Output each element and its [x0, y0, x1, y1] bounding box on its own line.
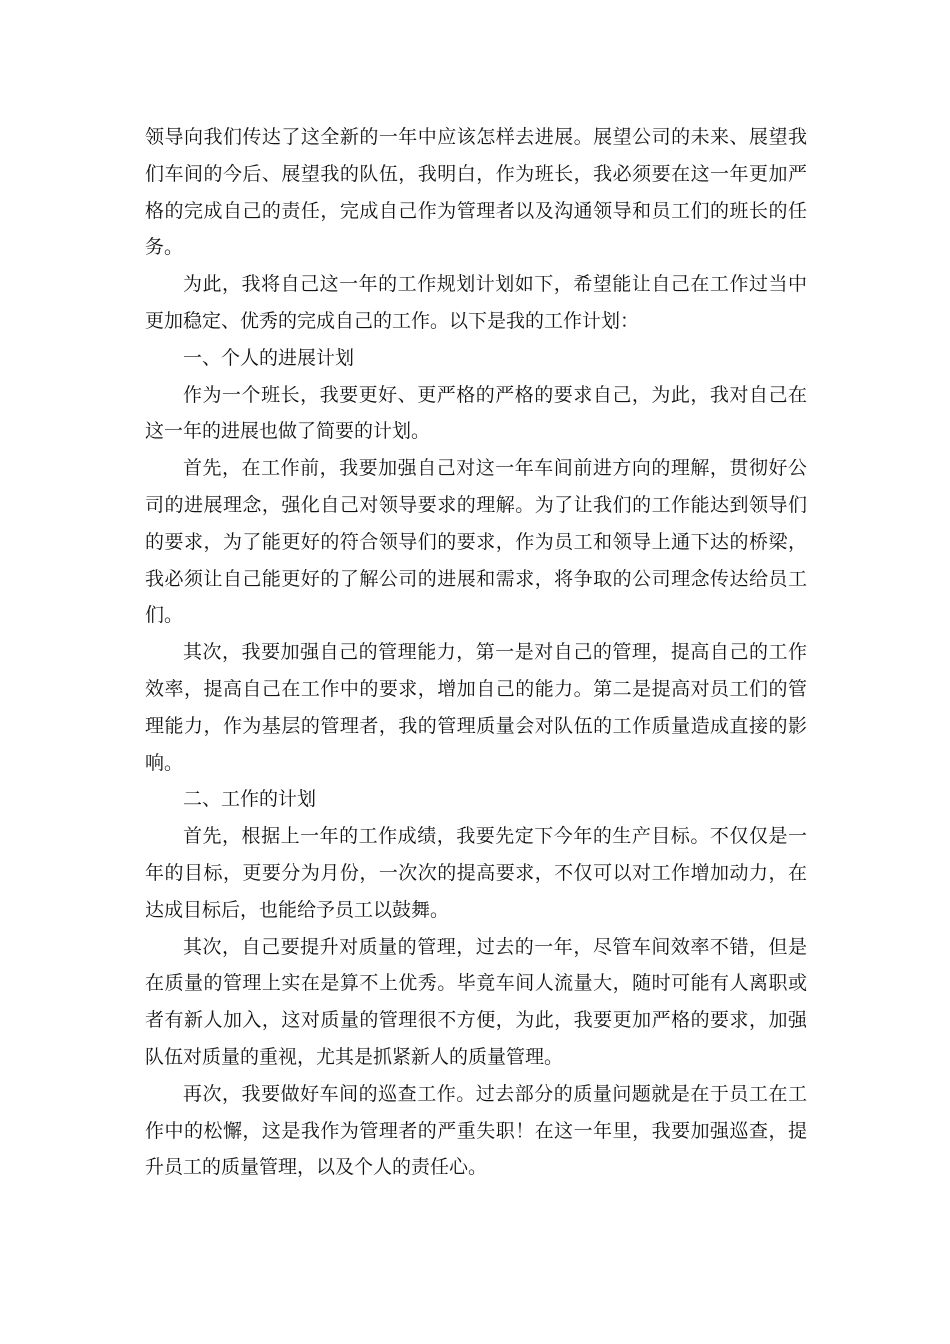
- paragraph-6: 首先，根据上一年的工作成绩，我要先定下今年的生产目标。不仅仅是一年的目标，更要分为月份，一次次的提高要求，不仅可以对工作增加动力，在达成目标后，也能给予员工以鼓舞。: [145, 825, 807, 921]
- section-heading-2: 二、工作的计划: [183, 788, 317, 811]
- paragraph-5: 其次，我要加强自己的管理能力，第一是对自己的管理，提高自己的工作效率，提高自己在工作中的要求，增加自己的能力。第二是提高对员工们的管理能力，作为基层的管理者，我的管理质量会对队伍的工作质量造成直接的影响。: [145, 641, 807, 774]
- paragraph-8: 再次，我要做好车间的巡查工作。过去部分的质量问题就是在于员工在工作中的松懈，这是我作为管理者的严重失职！在这一年里，我要加强巡查，提升员工的质量管理，以及个人的责任心。: [145, 1082, 807, 1179]
- paragraph-2: 为此，我将自己这一年的工作规划计划如下，希望能让自己在工作过当中更加稳定、优秀的完成自己的工作。以下是我的工作计划：: [145, 273, 807, 332]
- paragraph-7: 其次，自己要提升对质量的管理，过去的一年，尽管车间效率不错，但是在质量的管理上实在是算不上优秀。毕竟车间人流量大，随时可能有人离职或者有新人加入，这对质量的管理很不方便，为此，我要更加严格的要求，加强队伍对质量的重视，尤其是抓紧新人的质量管理。: [145, 935, 807, 1068]
- paragraph-3: 作为一个班长，我要更好、更严格的严格的要求自己，为此，我对自己在这一年的进展也做了简要的计划。: [145, 383, 807, 443]
- paragraph-4: 首先，在工作前，我要加强自己对这一年车间前进方向的理解，贯彻好公司的进展理念，强化自己对领导要求的理解。为了让我们的工作能达到领导们的要求，为了能更好的符合领导们的要求，作为员工和领导上通下达的桥梁，我必须让自己能更好的了解公司的进展和需求，将争取的公司理念传达给员工们。: [145, 457, 807, 627]
- document-body: [145, 119, 807, 1186]
- section-heading-1: 一、个人的进展计划: [183, 346, 355, 369]
- paragraph-1: 领导向我们传达了这全新的一年中应该怎样去进展。展望公司的未来、展望我们车间的今后、展望我的队伍，我明白，作为班长，我必须要在这一年更加严格的完成自己的责任，完成自己作为管理者以及沟通领导和员工们的班长的任务。: [145, 126, 807, 259]
